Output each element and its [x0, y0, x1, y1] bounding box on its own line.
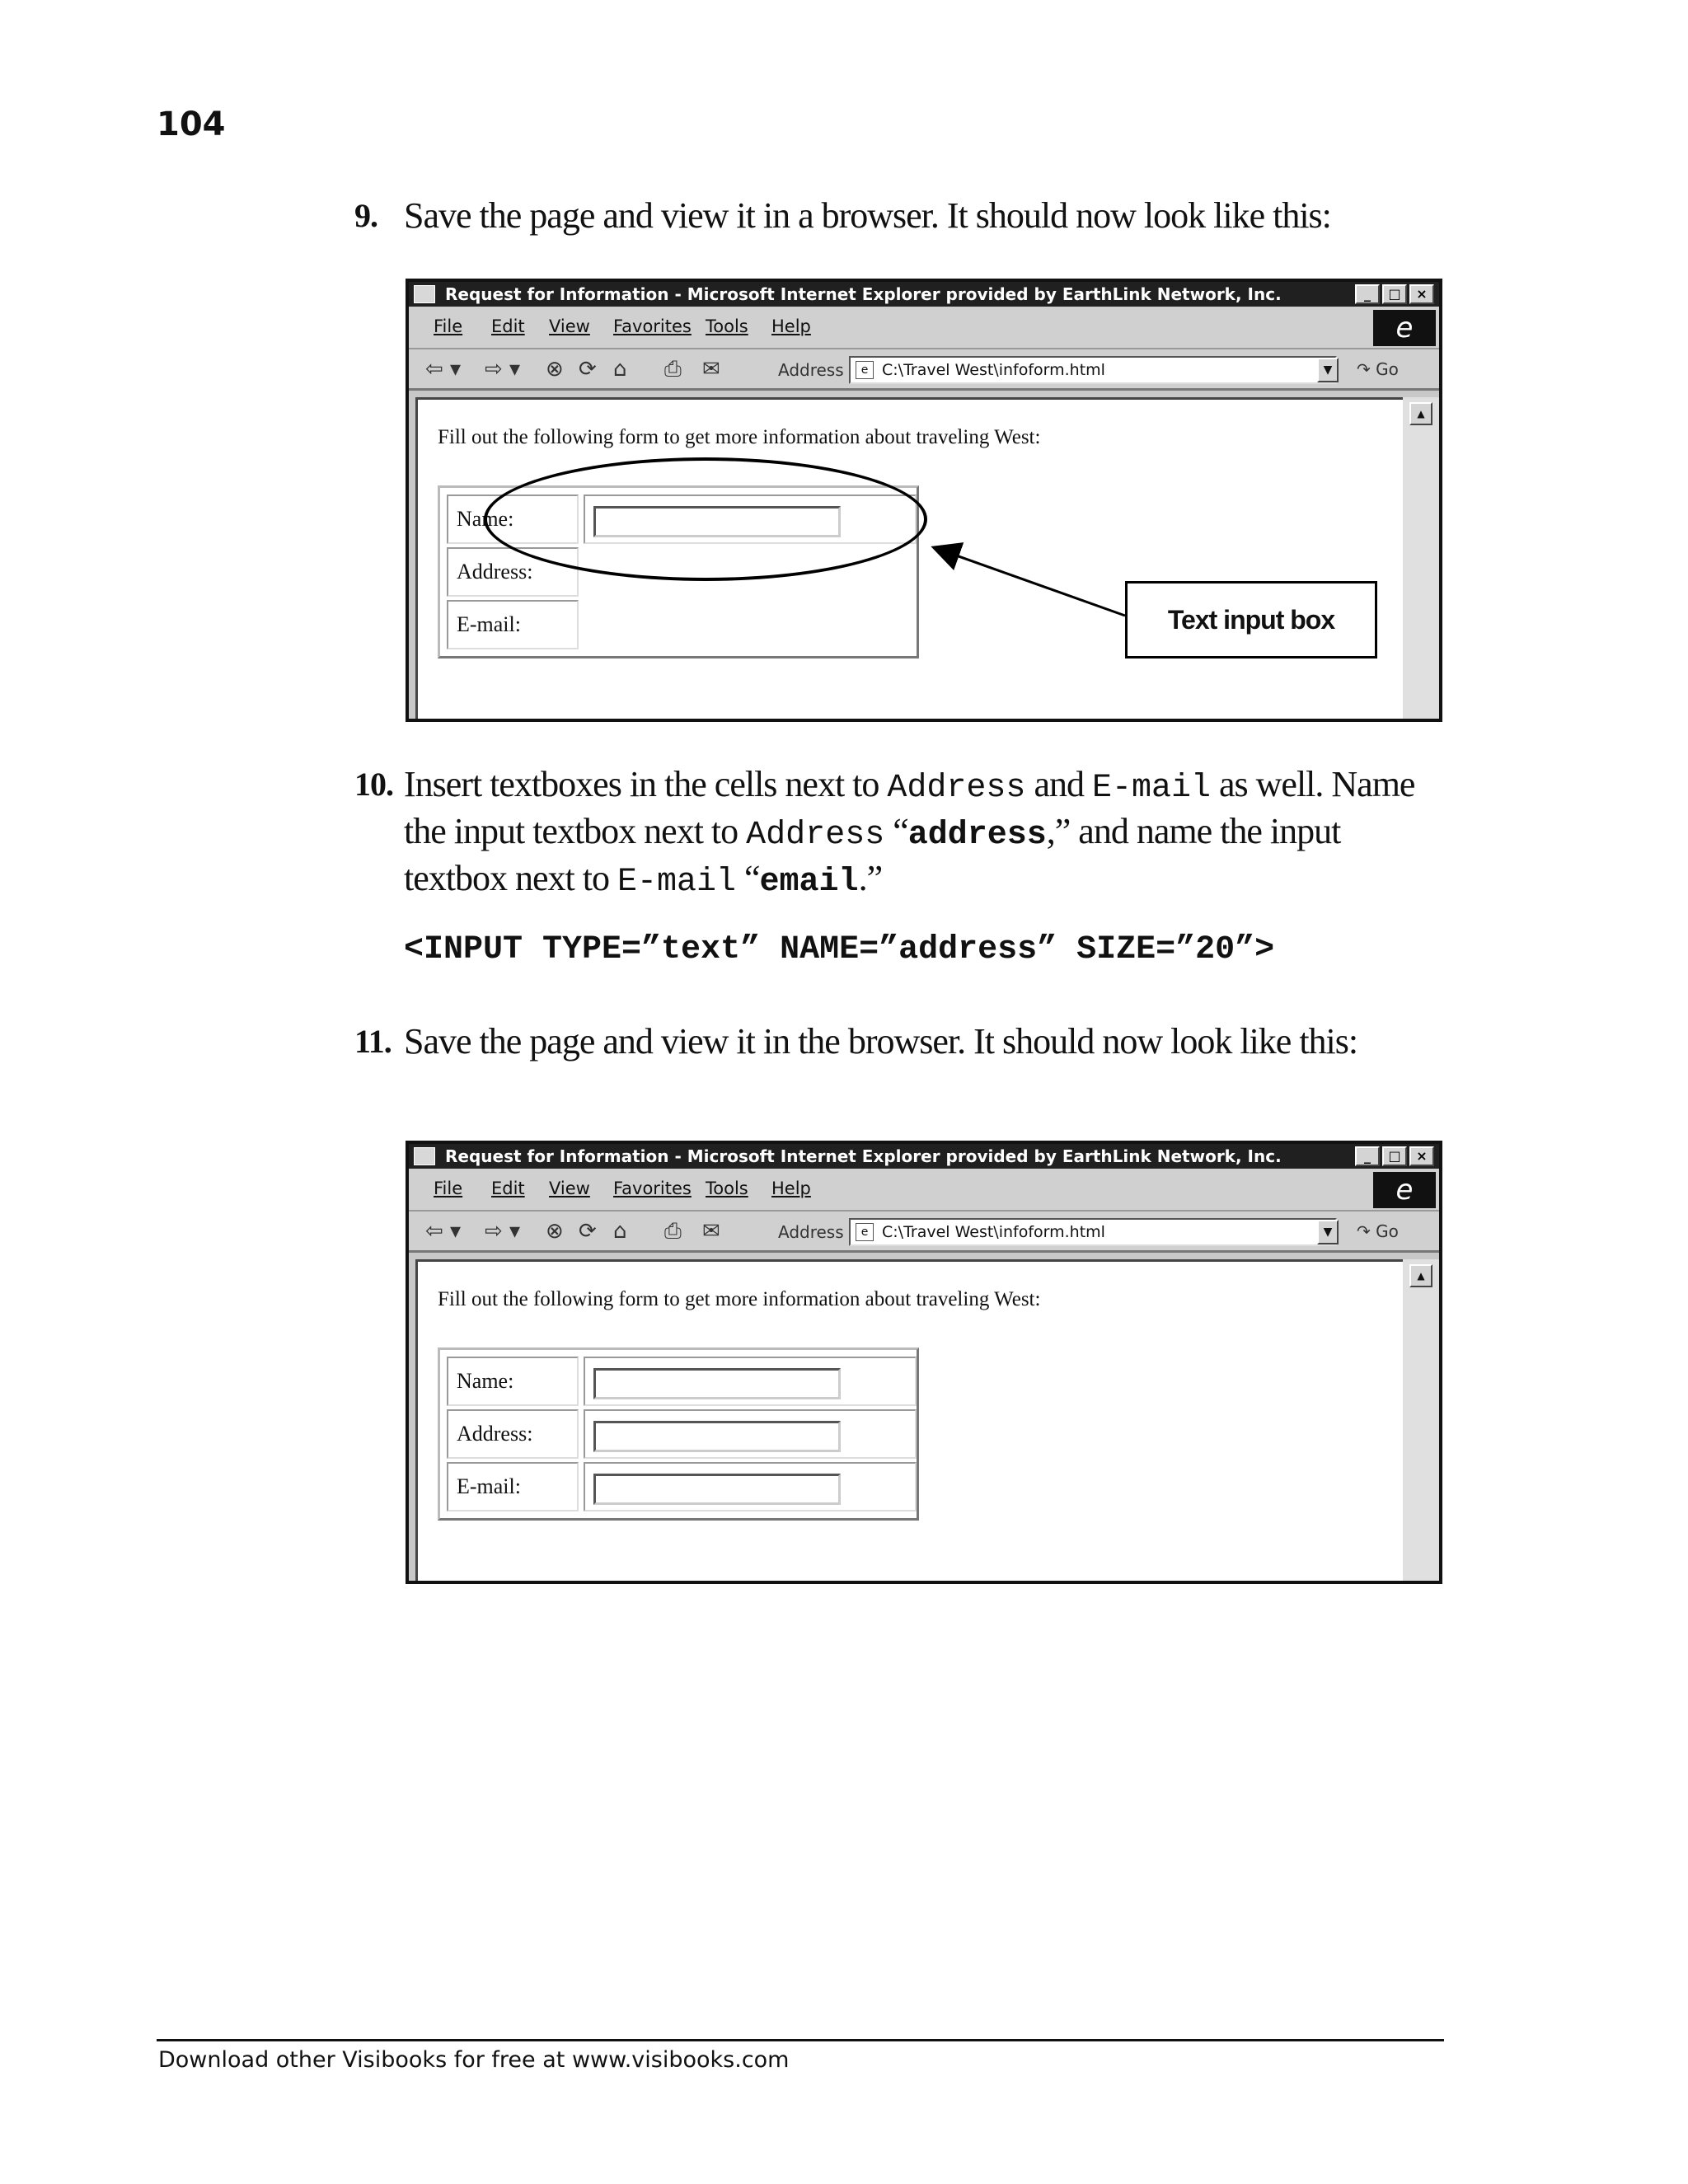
title-bar	[409, 282, 1439, 307]
code-term: E-mail	[1091, 770, 1211, 807]
label-email: E-mail:	[447, 600, 579, 649]
text-run: ,” and name the input textbox next to	[404, 811, 1341, 898]
home-icon[interactable]: ⌂	[613, 1219, 627, 1244]
minimize-icon[interactable]: _	[1355, 284, 1380, 304]
scroll-up-icon[interactable]: ▲	[1409, 1264, 1432, 1287]
step-number: 9.	[354, 197, 377, 234]
toolbar	[409, 1212, 1439, 1253]
menu-edit[interactable]: Edit	[491, 1179, 525, 1198]
callout-label: Text input box	[1125, 581, 1377, 658]
form-table	[438, 1347, 919, 1521]
ie-logo-icon: e	[1373, 1172, 1436, 1208]
address-label: Address	[778, 1222, 844, 1242]
label-address: Address:	[447, 547, 579, 597]
text-run: and	[1025, 764, 1092, 804]
address-value: C:\Travel West\infoform.html	[882, 361, 1105, 379]
close-icon[interactable]: ×	[1409, 1146, 1434, 1166]
step-text: Save the page and view it in the browser. It should now look like this:	[404, 1021, 1358, 1062]
refresh-icon[interactable]: ⟳	[579, 1219, 597, 1244]
ie-logo-icon: e	[1373, 310, 1436, 346]
mail-icon[interactable]: ✉	[702, 1219, 720, 1244]
code-term-bold: email	[759, 864, 859, 901]
close-icon[interactable]: ×	[1409, 284, 1434, 304]
address-input[interactable]	[849, 1218, 1337, 1246]
window-title: Request for Information - Microsoft Internet Explorer provided by EarthLink Network, Inc.	[445, 284, 1282, 304]
back-arrow-icon[interactable]: ⇦ ▾	[425, 357, 462, 382]
mail-icon[interactable]: ✉	[702, 357, 720, 382]
text-run: Insert textboxes in the cells next to	[404, 764, 888, 804]
minimize-icon[interactable]: _	[1355, 1146, 1380, 1166]
step-number: 11.	[354, 1023, 392, 1060]
menu-edit[interactable]: Edit	[491, 316, 525, 336]
name-cell	[584, 1357, 917, 1406]
browser-screenshot-1	[406, 279, 1442, 722]
back-arrow-icon[interactable]: ⇦ ▾	[425, 1219, 462, 1244]
page-number: 104	[157, 105, 226, 143]
scrollbar[interactable]	[1403, 397, 1439, 719]
maximize-icon[interactable]: □	[1382, 1146, 1407, 1166]
menu-help[interactable]: Help	[771, 1179, 811, 1198]
go-label: Go	[1376, 1221, 1399, 1241]
form-intro: Fill out the following form to get more information about traveling West:	[438, 1288, 1041, 1310]
menu-favorites[interactable]: Favorites	[613, 316, 692, 336]
menu-help[interactable]: Help	[771, 316, 811, 336]
scrollbar[interactable]	[1403, 1259, 1439, 1581]
menu-tools[interactable]: Tools	[706, 316, 748, 336]
text-run: “	[736, 858, 760, 898]
form-intro: Fill out the following form to get more information about traveling West:	[438, 426, 1041, 448]
window-controls	[1355, 1146, 1434, 1166]
email-input[interactable]	[593, 1474, 841, 1505]
address-cell	[584, 1409, 917, 1459]
page-icon: e	[856, 361, 874, 379]
step-text	[404, 763, 1451, 904]
stop-icon[interactable]: ⊗	[546, 357, 564, 382]
menu-bar	[409, 307, 1439, 349]
ie-page-icon	[414, 285, 435, 303]
code-term: Address	[746, 817, 885, 854]
label-name: Name:	[447, 1357, 579, 1406]
label-address: Address:	[447, 1409, 579, 1459]
text-run: as well. Name the input textbox next to	[404, 764, 1415, 851]
address-label: Address	[778, 360, 844, 380]
menu-view[interactable]: View	[549, 1179, 590, 1198]
name-input[interactable]	[593, 1368, 841, 1399]
label-name: Name:	[447, 494, 579, 544]
home-icon[interactable]: ⌂	[613, 357, 627, 382]
go-button[interactable]: ↷ Go	[1357, 359, 1399, 379]
chevron-down-icon[interactable]: ▼	[1317, 1220, 1339, 1244]
toolbar	[409, 349, 1439, 391]
go-label: Go	[1376, 359, 1399, 379]
address-value: C:\Travel West\infoform.html	[882, 1223, 1105, 1241]
menu-tools[interactable]: Tools	[706, 1179, 748, 1198]
print-icon[interactable]: ⎙	[664, 357, 682, 382]
forward-arrow-icon[interactable]: ⇨ ▾	[485, 357, 521, 382]
menu-file[interactable]: File	[434, 316, 463, 336]
go-button[interactable]: ↷ Go	[1357, 1221, 1399, 1241]
footer-text: Download other Visibooks for free at www.visibooks.com	[158, 2047, 790, 2073]
browser-screenshot-2	[406, 1141, 1442, 1584]
window-title: Request for Information - Microsoft Internet Explorer provided by EarthLink Network, Inc.	[445, 1146, 1282, 1166]
code-term-bold: address	[907, 817, 1047, 854]
print-icon[interactable]: ⎙	[664, 1219, 682, 1244]
footer-rule	[157, 2039, 1444, 2041]
maximize-icon[interactable]: □	[1382, 284, 1407, 304]
code-term: E-mail	[617, 864, 736, 901]
code-sample: <INPUT TYPE=”text” NAME=”address” SIZE=”20”>	[404, 931, 1275, 968]
text-run: “	[884, 811, 908, 851]
address-input[interactable]	[849, 356, 1337, 384]
text-run: .”	[858, 858, 883, 898]
address-input[interactable]	[593, 1421, 841, 1452]
stop-icon[interactable]: ⊗	[546, 1219, 564, 1244]
menu-bar	[409, 1169, 1439, 1212]
label-email: E-mail:	[447, 1462, 579, 1511]
page-content	[415, 1259, 1403, 1581]
title-bar	[409, 1144, 1439, 1169]
scroll-up-icon[interactable]: ▲	[1409, 402, 1432, 425]
menu-favorites[interactable]: Favorites	[613, 1179, 692, 1198]
window-controls	[1355, 284, 1434, 304]
refresh-icon[interactable]: ⟳	[579, 357, 597, 382]
code-term: Address	[887, 770, 1026, 807]
menu-file[interactable]: File	[434, 1179, 463, 1198]
step-text: Save the page and view it in a browser. It should now look like this:	[404, 195, 1331, 236]
callout-arrow	[418, 400, 1407, 729]
page-icon: e	[856, 1223, 874, 1241]
step-number: 10.	[354, 766, 393, 803]
ie-page-icon	[414, 1147, 435, 1165]
chevron-down-icon[interactable]: ▼	[1317, 358, 1339, 382]
forward-arrow-icon[interactable]: ⇨ ▾	[485, 1219, 521, 1244]
menu-view[interactable]: View	[549, 316, 590, 336]
email-cell	[584, 1462, 917, 1511]
page-content	[415, 397, 1403, 719]
